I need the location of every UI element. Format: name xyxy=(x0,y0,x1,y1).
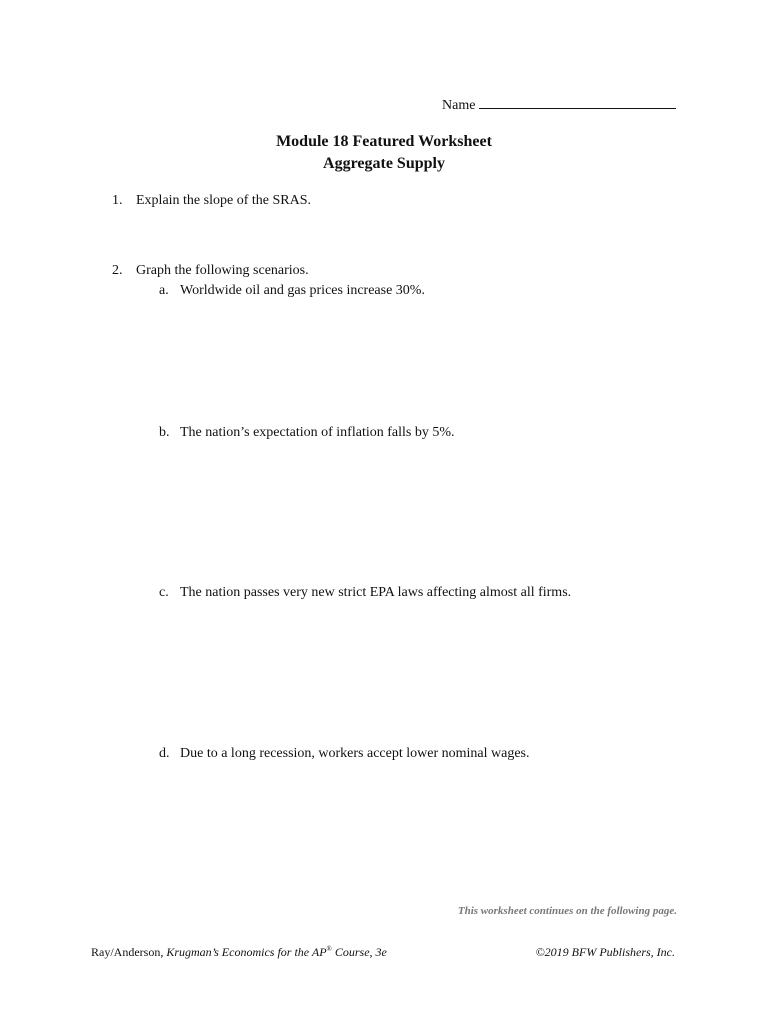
question-text: Graph the following scenarios. xyxy=(136,263,309,278)
footer-citation xyxy=(91,945,387,960)
part-letter: a. xyxy=(159,283,169,298)
continues-note: This worksheet continues on the following page. xyxy=(457,905,677,917)
part-letter: b. xyxy=(159,425,170,440)
question-1 xyxy=(112,193,311,209)
part-text: Worldwide oil and gas prices increase 30%. xyxy=(180,283,425,298)
question-2c xyxy=(159,585,571,601)
question-number: 2. xyxy=(112,263,123,278)
registered-mark: ® xyxy=(326,945,332,953)
question-text: Explain the slope of the SRAS. xyxy=(136,193,311,208)
question-number: 1. xyxy=(112,193,123,208)
name-blank-line[interactable] xyxy=(479,94,676,109)
name-label: Name xyxy=(442,98,476,113)
footer-copyright: ©2019 BFW Publishers, Inc. xyxy=(535,945,675,959)
part-letter: c. xyxy=(159,585,169,600)
part-text: The nation passes very new strict EPA laws affecting almost all firms. xyxy=(180,585,572,600)
question-2b xyxy=(159,425,454,441)
worksheet-subtitle: Aggregate Supply xyxy=(323,155,445,172)
worksheet-title: Module 18 Featured Worksheet xyxy=(276,133,492,150)
question-2d xyxy=(159,746,530,762)
part-letter: d. xyxy=(159,746,170,761)
question-2 xyxy=(112,263,309,279)
name-field[interactable] xyxy=(442,94,676,114)
footer-authors: Ray/Anderson, xyxy=(91,945,164,959)
footer-book-suffix: Course, 3e xyxy=(334,945,387,959)
footer-book-title: Krugman’s Economics for the AP xyxy=(166,945,327,959)
question-2a xyxy=(159,283,425,299)
part-text: Due to a long recession, workers accept lower nominal wages. xyxy=(180,746,530,761)
part-text: The nation’s expectation of inflation falls by 5%. xyxy=(180,425,455,440)
